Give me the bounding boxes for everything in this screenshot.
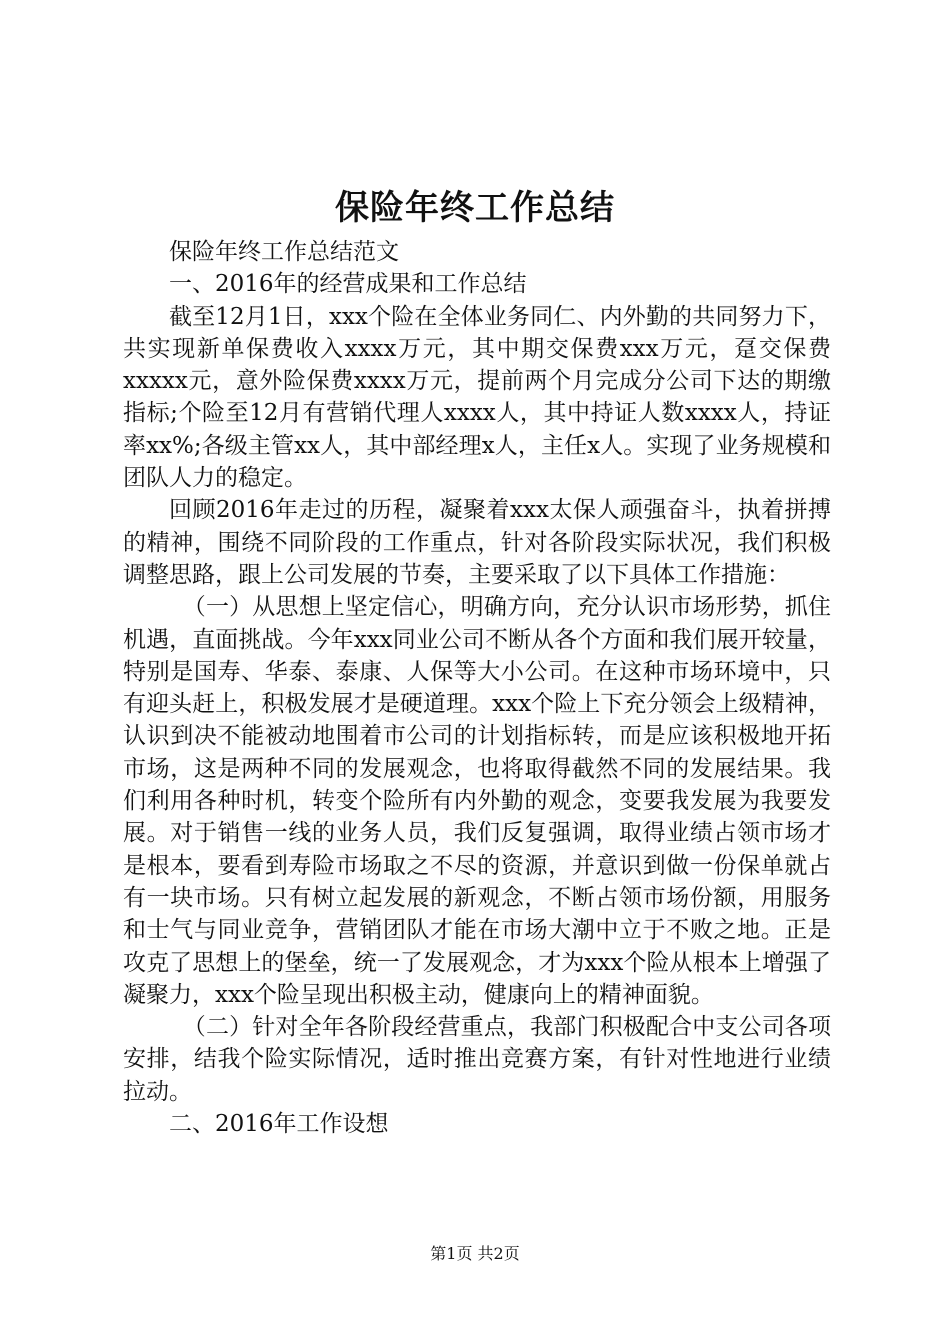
page-title: 保险年终工作总结 bbox=[335, 188, 615, 228]
paragraph-review: 回顾2016年走过的历程，凝聚着xxx太保人顽强奋斗，执着拼搏的精神，围绕不同阶段的工作重点，针对各阶段实际状况，我们积极调整思路，跟上公司发展的节奏，主要采取了以下具体工作措施： bbox=[123, 497, 831, 588]
section-heading-2: 二、2016年工作设想 bbox=[169, 1111, 389, 1138]
paragraph-subtitle: 保险年终工作总结范文 bbox=[169, 239, 399, 265]
paragraph-results: 截至12月1日，xxx个险在全体业务同仁、内外勤的共同努力下，共实现新单保费收入xxxx万元，其中期交保费xxx万元，趸交保费xxxxx元，意外险保费xxxx万元，提前两个月完成分公司下达的期缴指标;个险至12月有营销代理人xxxx人，其中持证人数xxxx人，持证率xx%;各级主管xx人，其中部经理x人，主任x人。实现了业务规模和团队人力的稳定。 bbox=[123, 303, 831, 492]
paragraph-measure-1: （一）从思想上坚定信心，明确方向，充分认识市场形势，抓住机遇，直面挑战。今年xxx同业公司不断从各个方面和我们展开较量，特别是国寿、华泰、泰康、人保等大小公司。在这种市场环境中，只有迎头赶上，积极发展才是硬道理。xxx个险上下充分领会上级精神，认识到决不能被动地围着市公司的计划指标转，而是应该积极地开拓市场，这是两种不同的发展观念，也将取得截然不同的发展结果。我们利用各种时机，转变个险所有内外勤的观念，变要我发展为我要发展。对于销售一线的业务人员，我们反复强调，取得业绩占领市场才是根本，要看到寿险市场取之不尽的资源，并意识到做一份保单就占有一块市场。只有树立起发展的新观念，不断占领市场份额，用服务和士气与同业竞争，营销团队才能在市场大潮中立于不败之地。正是攻克了思想上的堡垒，统一了发展观念，才为xxx个险从根本上增强了凝聚力，xxx个险呈现出积极主动，健康向上的精神面貌。 bbox=[123, 594, 831, 1008]
document-body bbox=[123, 236, 831, 1140]
paragraph-measure-2: （二）针对全年各阶段经营重点，我部门积极配合中支公司各项安排，结我个险实际情况，适时推出竞赛方案，有针对性地进行业绩拉动。 bbox=[123, 1014, 831, 1105]
page-footer: 第1页 共2页 bbox=[430, 1244, 520, 1263]
section-heading-1: 一、2016年的经营成果和工作总结 bbox=[169, 271, 527, 298]
